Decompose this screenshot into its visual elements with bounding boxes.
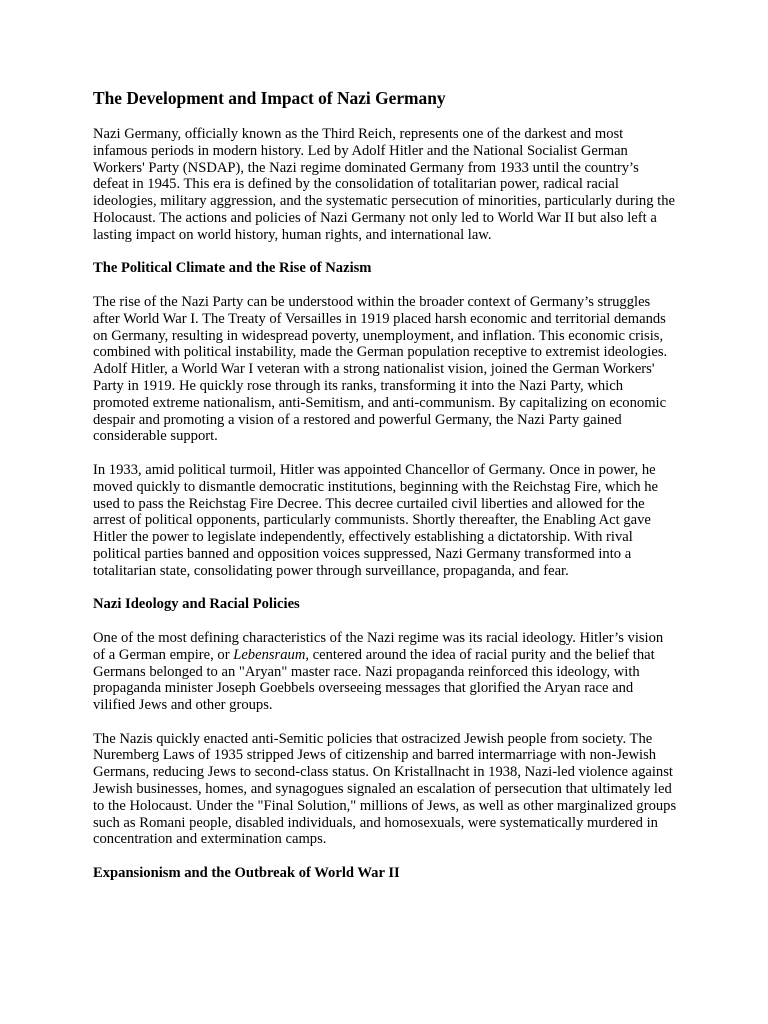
- document-title: The Development and Impact of Nazi Germany: [93, 88, 446, 108]
- paragraph-anti-semitic-policies: The Nazis quickly enacted anti-Semitic policies that ostracized Jewish people from society. The Nuremberg Laws of 1935 stripped Jews of citizenship and barred intermarriage with non-Jewish Germans, reducing Jews to second-class status. On Kristallnacht in 1938, Nazi-led violence against Jewish businesses, homes, and synagogues signaled an escalation of persecution that ultimately led to the Holocaust. Under the "Final Solution," millions of Jews, as well as other marginalized groups such as Romani people, disabled individuals, and homosexuals, were systematically murdered in concentration and extermination camps.: [93, 730, 677, 848]
- document-page: [93, 88, 678, 899]
- section-heading-political-climate: The Political Climate and the Rise of Nazism: [93, 260, 372, 277]
- section-heading-expansionism: Expansionism and the Outbreak of World War II: [93, 865, 400, 882]
- ideology-text-after: , centered around the idea of racial purity and the belief that Germans belonged to an "Aryan" master race. Nazi propaganda reinforced this ideology, with propaganda minister Joseph Goebbels overseeing messages that glorified the Aryan race and vilified Jews and other groups.: [93, 646, 655, 714]
- intro-paragraph: Nazi Germany, officially known as the Third Reich, represents one of the darkest and most infamous periods in modern history. Led by Adolf Hitler and the National Socialist German Workers' Party (NSDAP), the Nazi regime dominated Germany from 1933 until the country’s defeat in 1945. This era is defined by the consolidation of totalitarian power, radical racial ideologies, military aggression, and the systematic persecution of minorities, particularly during the Holocaust. The actions and policies of Nazi Germany not only led to World War II but also left a lasting impact on world history, human rights, and international law.: [93, 126, 675, 243]
- paragraph-hitler-chancellor: In 1933, amid political turmoil, Hitler was appointed Chancellor of Germany. Once in power, he moved quickly to dismantle democratic institutions, beginning with the Reichstag Fire, which he used to pass the Reichstag Fire Decree. This decree curtailed civil liberties and allowed for the arrest of political opponents, particularly communists. Shortly thereafter, the Enabling Act gave Hitler the power to legislate independently, effectively establishing a dictatorship. With rival political parties banned and opposition voices suppressed, Nazi Germany transformed into a totalitarian state, consolidating power through surveillance, propaganda, and fear.: [93, 461, 659, 579]
- paragraph-rise-of-nazi-party: The rise of the Nazi Party can be understood within the broader context of Germany’s struggles after World War I. The Treaty of Versailles in 1919 placed harsh economic and territorial demands on Germany, resulting in widespread poverty, unemployment, and inflation. This economic crisis, combined with political instability, made the German population receptive to extremist ideologies. Adolf Hitler, a World War I veteran with a strong nationalist vision, joined the German Workers' Party in 1919. He quickly rose through its ranks, transforming it into the Nazi Party, which promoted extreme nationalism, anti-Semitism, and anti-communism. By capitalizing on economic despair and promoting a vision of a restored and powerful Germany, the Nazi Party gained considerable support.: [93, 293, 668, 445]
- section-heading-ideology: Nazi Ideology and Racial Policies: [93, 596, 300, 613]
- ideology-text-before: One of the most defining characteristics of the Nazi regime was its racial ideology. Hitler’s vision of a German empire, or: [93, 629, 664, 663]
- paragraph-racial-ideology: [93, 630, 678, 714]
- lebensraum-term: Lebensraum: [233, 646, 306, 663]
